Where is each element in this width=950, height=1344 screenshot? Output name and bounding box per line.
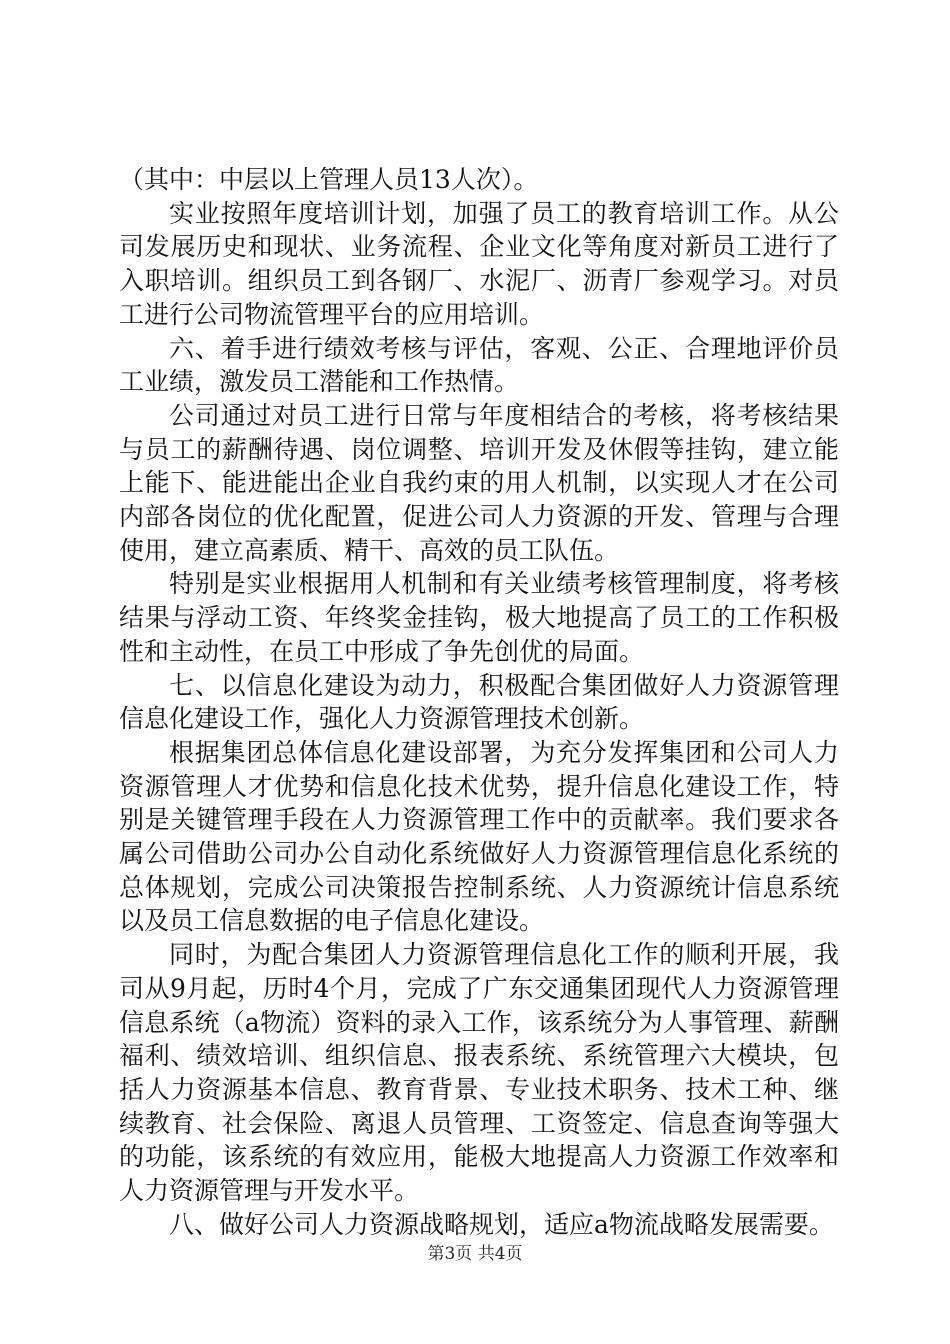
- section-heading-six: 六、着手进行绩效考核与评估，客观、公正、合理地评价员工业绩，激发员工潜能和工作热情。: [119, 333, 839, 397]
- document-body: [119, 163, 839, 1242]
- page-number: 第3页 共4页: [427, 1244, 523, 1264]
- paragraph-incentive: 特别是实业根据用人机制和有关业绩考核管理制度，将考核结果与浮动工资、年终奖金挂钩，极大地提高了员工的工作积极性和主动性，在员工中形成了争先创优的局面。: [119, 569, 839, 666]
- paragraph-continuation: （其中：中层以上管理人员13人次）。: [119, 165, 539, 194]
- section-heading-eight: 八、做好公司人力资源战略规划，适应a物流战略发展需要。: [169, 1209, 834, 1239]
- page-footer: [0, 1243, 950, 1265]
- paragraph-assessment: 公司通过对员工进行日常与年度相结合的考核，将考核结果与员工的薪酬待遇、岗位调整、培训开发及休假等挂钩，建立能上能下、能进能出企业自我约束的用人机制，以实现人才在公司内部各岗位的优化配置，促进公司人力资源的开发、管理与合理使用，建立高素质、精干、高效的员工队伍。: [119, 400, 839, 565]
- paragraph-system-entry: 同时，为配合集团人力资源管理信息化工作的顺利开展，我司从9月起，历时4个月，完成了广东交通集团现代人力资源管理信息系统（a物流）资料的录入工作，该系统分为人事管理、薪酬福利、绩效培训、组织信息、报表系统、系统管理六大模块，包括人力资源基本信息、教育背景、专业技术职务、技术工种、继续教育、社会保险、离退人员管理、工资签定、信息查询等强大的功能，该系统的有效应用，能极大地提高人力资源工作效率和人力资源管理与开发水平。: [119, 940, 839, 1206]
- paragraph-training: 实业按照年度培训计划，加强了员工的教育培训工作。从公司发展历史和现状、业务流程、企业文化等角度对新员工进行了入职培训。组织员工到各钢厂、水泥厂、沥青厂参观学习。对员工进行公司物流管理平台的应用培训。: [119, 198, 839, 329]
- paragraph-informatization: 根据集团总体信息化建设部署，为充分发挥集团和公司人力资源管理人才优势和信息化技术优势，提升信息化建设工作，特别是关键管理手段在人力资源管理工作中的贡献率。我们要求各属公司借助公司办公自动化系统做好人力资源管理信息化系统的总体规划，完成公司决策报告控制系统、人力资源统计信息系统以及员工信息数据的电子信息化建设。: [119, 737, 839, 936]
- section-heading-seven: 七、以信息化建设为动力，积极配合集团做好人力资源管理信息化建设工作，强化人力资源管理技术创新。: [119, 670, 839, 734]
